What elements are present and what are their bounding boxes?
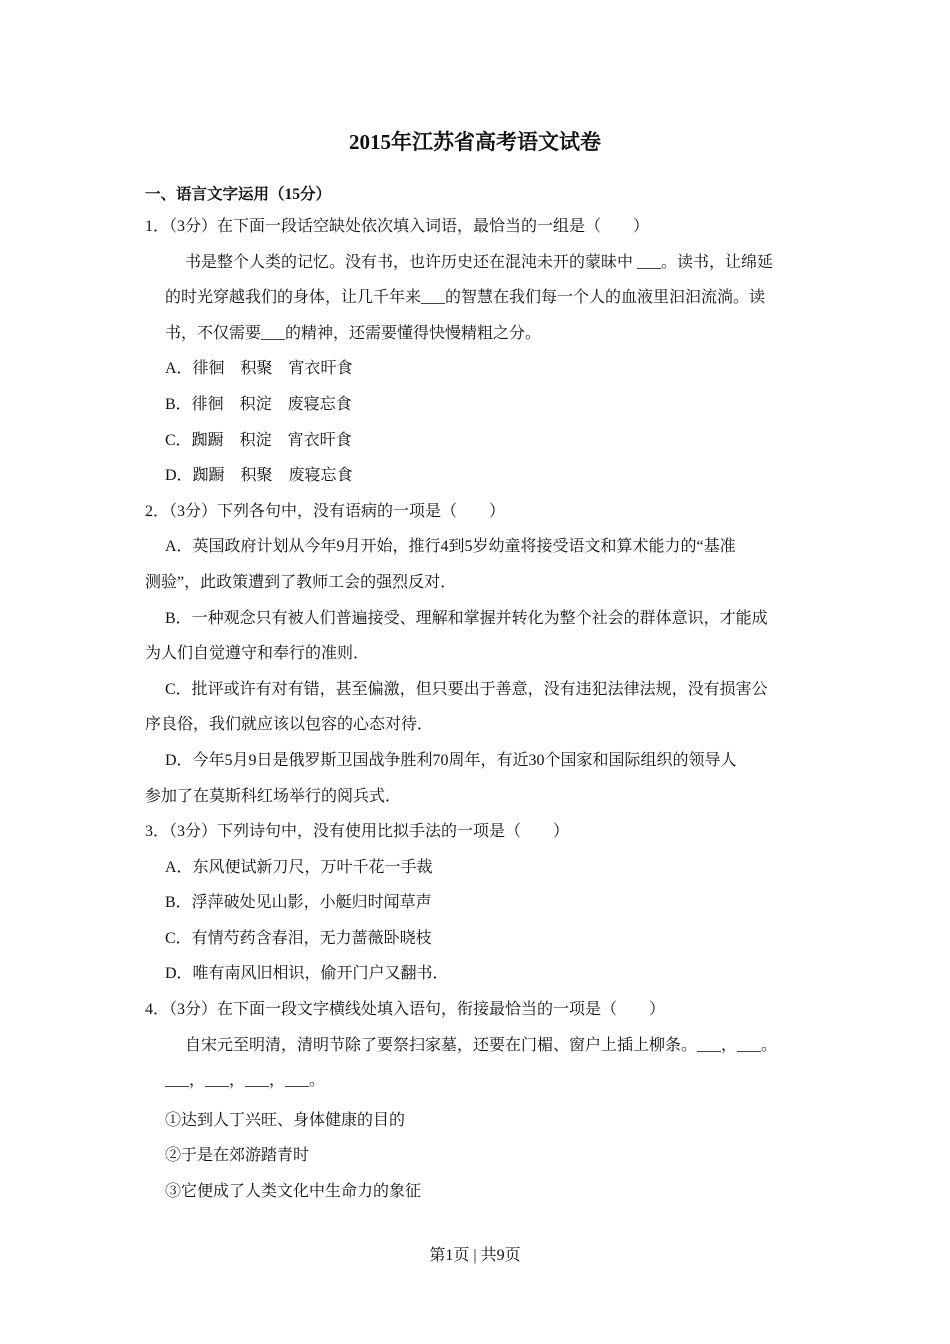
text-line: 参加了在莫斯科红场举行的阅兵式． [145,787,402,805]
text-line: 书是整个人类的记忆。没有书，也许历史还在混沌未开的蒙昧中 ___。读书，让绵延 [185,253,774,271]
text-line: A．徘徊 积聚 宵衣旰食 [165,360,353,378]
text-line: 2．（3分）下列各句中，没有语病的一项是（ ） [145,502,506,520]
text-line: D．踟蹰 积聚 废寝忘食 [165,467,353,485]
document-body [145,209,825,1210]
text-line: A．英国政府计划从今年9月开始，推行4到5岁幼童将接受语文和算术能力的“基准 [165,538,736,556]
text-line: A．东风便试新刀尺，万叶千花一手裁 [165,858,433,876]
text-line: ②于是在郊游踏青时 [165,1147,310,1165]
text-line: D．唯有南风旧相识，偷开门户又翻书． [165,965,449,983]
text-line: 序良俗，我们就应该以包容的心态对待． [145,716,434,734]
page-title: 2015年江苏省高考语文试卷 [349,130,601,154]
text-line: 自宋元至明清，清明节除了要祭扫家墓，还要在门楣、窗户上插上柳条。___，___。 [185,1036,778,1054]
text-line: 测验”，此政策遭到了教师工会的强烈反对． [145,573,457,591]
text-line: ③它便成了人类文化中生命力的象征 [165,1183,422,1201]
section-heading: 一、语言文字运用（15分） [145,186,332,203]
text-line: 为人们自觉遵守和奉行的准则． [145,645,370,663]
text-line: D．今年5月9日是俄罗斯卫国战争胜利70周年，有近30个国家和国际组织的领导人 [165,751,737,769]
text-line: C．踟蹰 积淀 宵衣旰食 [165,431,352,449]
text-line: 书，不仅需要___的精神，还需要懂得快慢精粗之分。 [165,324,542,342]
text-line: C．有情芍药含春泪，无力蔷薇卧晓枝 [165,929,432,947]
text-line: 1．（3分）在下面一段话空缺处依次填入词语，最恰当的一组是（ ） [145,218,650,235]
text-line: 4．（3分）在下面一段文字横线处填入语句，衔接最恰当的一项是（ ） [145,1001,666,1019]
text-line: ___，___，___，___。 [165,1072,326,1090]
text-line: 的时光穿越我们的身体，让几千年来___的智慧在我们每一个人的血液里汩汩流淌。读 [165,289,766,307]
text-line: B．一种观念只有被人们普遍接受、理解和掌握并转化为整个社会的群体意识，才能成 [165,609,768,627]
page-footer: 第1页 | 共9页 [429,1247,521,1264]
text-line: 3．（3分）下列诗句中，没有使用比拟手法的一项是（ ） [145,823,570,841]
text-line: B．浮萍破处见山影，小艇归时闻草声 [165,894,432,912]
text-line: C．批评或许有对有错，甚至偏激，但只要出于善意，没有违犯法律法规，没有损害公 [165,680,768,698]
text-line: B．徘徊 积淀 废寝忘食 [165,395,352,413]
text-line: ①达到人丁兴旺、身体健康的目的 [165,1111,406,1129]
